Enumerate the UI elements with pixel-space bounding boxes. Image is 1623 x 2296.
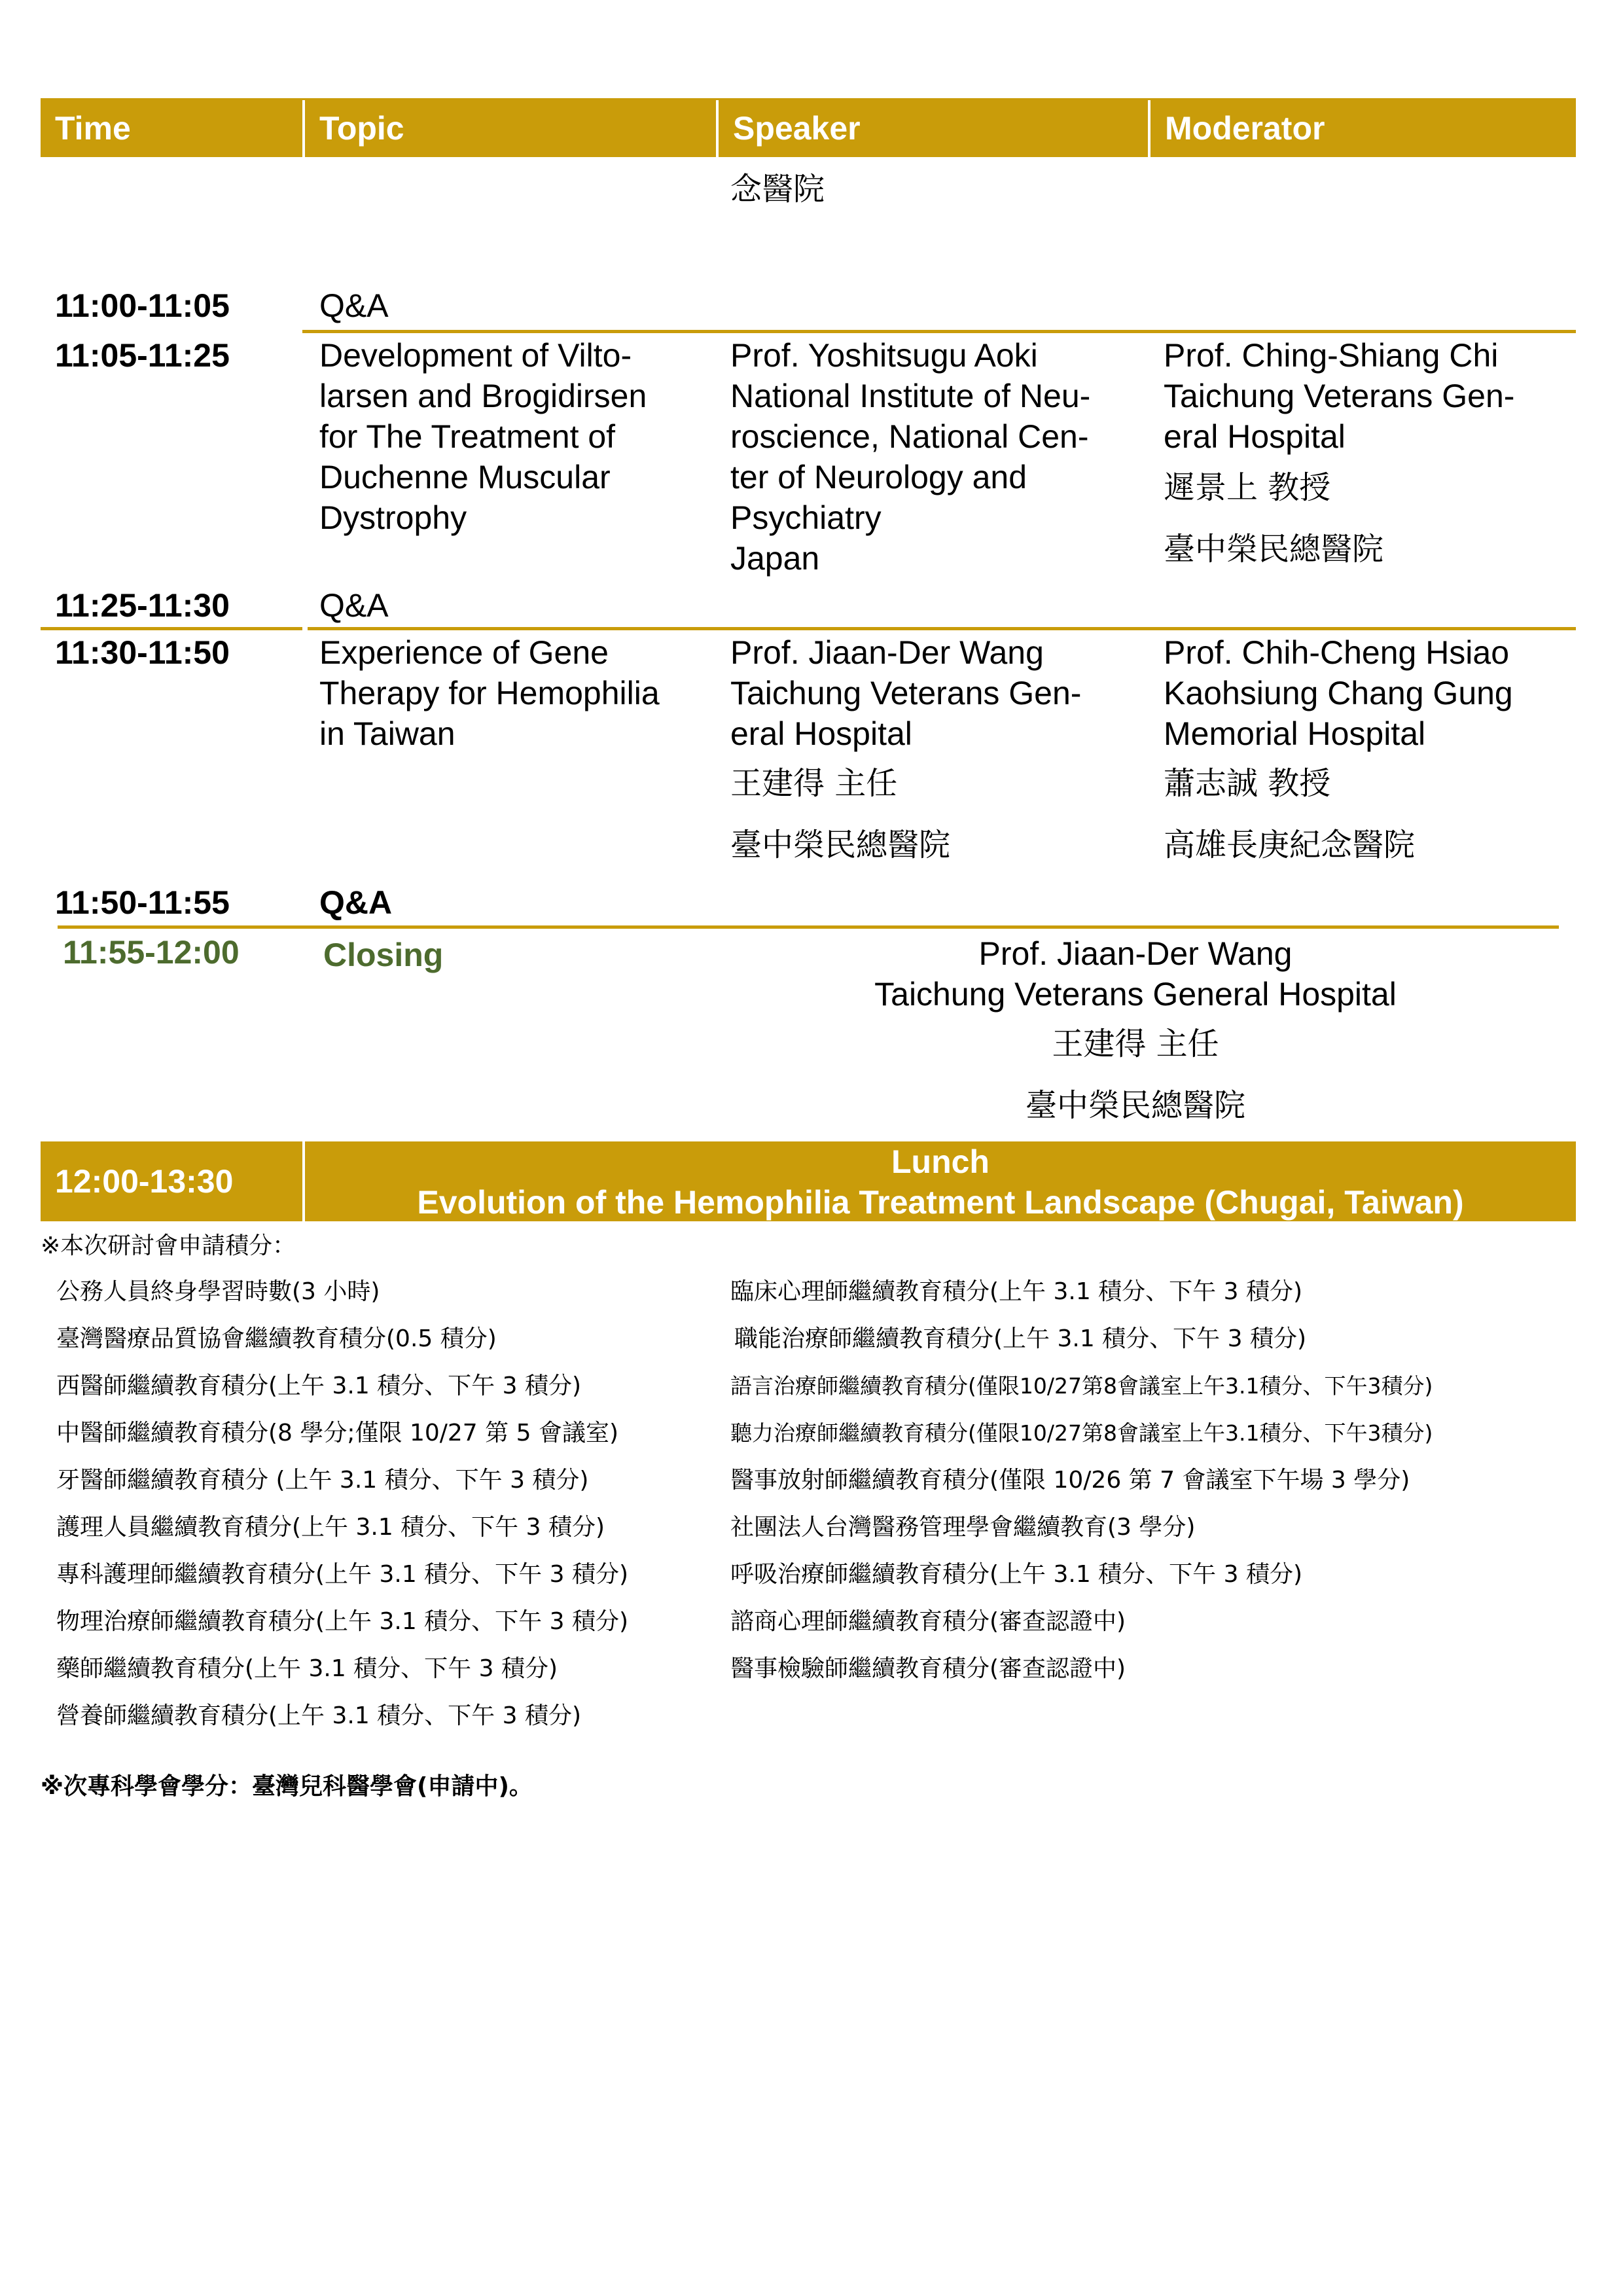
row-speaker: Prof. Jiaan-Der Wang Taichung Veterans Gen- eral Hospital (730, 634, 1082, 752)
closing-speaker: Prof. Jiaan-Der Wang Taichung Veterans General Hospital (874, 935, 1397, 1013)
credit-item: 西醫師繼續教育積分(上午 3.1 積分、下午 3 積分) (56, 1372, 582, 1399)
row-moderator-cjk-name: 遲景上 教授 (1164, 469, 1331, 506)
row-speaker: Prof. Yoshitsugu Aoki National Institute of Neu- roscience, National Cen- ter of Neurology and Psychiatry Japan (730, 337, 1091, 577)
credit-item: 社團法人台灣醫務管理學會繼續教育(3 學分) (730, 1514, 1196, 1541)
row-topic-closing: Closing (323, 937, 444, 973)
row-topic: Development of Vilto- larsen and Brogidirsen for The Treatment of Duchenne Muscular Dystrophy (319, 337, 647, 536)
credit-item: 醫事放射師繼續教育積分(僅限 10/26 第 7 會議室下午場 3 學分) (730, 1467, 1410, 1494)
header-speaker: Speaker (719, 99, 1148, 157)
lunch-topic-cell (305, 1141, 1576, 1221)
row-moderator: Prof. Ching-Shiang Chi Taichung Veterans Gen- eral Hospital (1164, 337, 1515, 455)
row-time: 11:25-11:30 (55, 587, 230, 624)
row-topic: Experience of Gene Therapy for Hemophilia in Taiwan (319, 634, 660, 752)
row-time-closing: 11:55-12:00 (63, 934, 240, 971)
credit-item: 臨床心理師繼續教育積分(上午 3.1 積分、下午 3 積分) (730, 1278, 1303, 1305)
credit-item: 職能治療師繼續教育積分(上午 3.1 積分、下午 3 積分) (734, 1325, 1307, 1352)
row-moderator-cjk-org: 高雄長庚紀念醫院 (1164, 827, 1416, 863)
credit-item: 物理治療師繼續教育積分(上午 3.1 積分、下午 3 積分) (56, 1608, 629, 1635)
closing-speaker-cjk-name: 王建得 主任 (1052, 1026, 1219, 1062)
credit-item: 語言治療師繼續教育積分(僅限10/27第8會議室上午3.1積分、下午3積分) (730, 1373, 1433, 1399)
row-moderator-cjk-org: 臺中榮民總醫院 (1164, 531, 1384, 567)
row-divider (302, 330, 1576, 333)
credit-item: 護理人員繼續教育積分(上午 3.1 積分、下午 3 積分) (56, 1514, 605, 1541)
lunch-title: Lunch (891, 1143, 990, 1180)
credit-item: 聽力治療師繼續教育積分(僅限10/27第8會議室上午3.1積分、下午3積分) (730, 1420, 1433, 1446)
credit-item: 專科護理師繼續教育積分(上午 3.1 積分、下午 3 積分) (56, 1561, 629, 1588)
row-topic: Q&A (319, 884, 393, 921)
credits-footer: ※次專科學會學分：臺灣兒科醫學會(申請中)。 (41, 1773, 533, 1800)
lunch-subtitle: Evolution of the Hemophilia Treatment Landscape (Chugai, Taiwan) (417, 1184, 1464, 1221)
closing-speaker-cjk-org: 臺中榮民總醫院 (1025, 1087, 1245, 1124)
row-time: 11:50-11:55 (55, 884, 230, 921)
row-speaker-cjk-org: 臺中榮民總醫院 (730, 827, 951, 863)
row-topic: Q&A (319, 587, 389, 624)
credit-item: 諮商心理師繼續教育積分(審查認證中) (730, 1608, 1126, 1635)
row-divider (41, 627, 302, 630)
header-topic: Topic (305, 99, 716, 157)
credit-item: 公務人員終身學習時數(3 小時) (56, 1278, 380, 1305)
credit-item: 中醫師繼續教育積分(8 學分;僅限 10/27 第 5 會議室) (56, 1420, 618, 1446)
row-moderator-cjk-name: 蕭志誠 教授 (1164, 765, 1331, 802)
row-time: 11:05-11:25 (55, 337, 230, 374)
credit-item: 醫事檢驗師繼續教育積分(審查認證中) (730, 1655, 1126, 1682)
lunch-time: 12:00-13:30 (55, 1163, 234, 1200)
row-topic: Q&A (319, 287, 389, 324)
header-time: Time (41, 99, 302, 157)
credit-item: 營養師繼續教育積分(上午 3.1 積分、下午 3 積分) (56, 1702, 582, 1729)
credit-item: 呼吸治療師繼續教育積分(上午 3.1 積分、下午 3 積分) (730, 1561, 1303, 1588)
row-divider (308, 627, 1576, 630)
row-divider (58, 925, 1559, 929)
lunch-time-cell (41, 1141, 302, 1221)
credit-item: 牙醫師繼續教育積分 (上午 3.1 積分、下午 3 積分) (56, 1467, 589, 1494)
credit-item: 藥師繼續教育積分(上午 3.1 積分、下午 3 積分) (56, 1655, 558, 1682)
credits-heading: ※本次研討會申請積分： (41, 1232, 296, 1259)
row-speaker-cjk-name: 王建得 主任 (730, 765, 898, 802)
row-time: 11:00-11:05 (55, 287, 230, 324)
row-time: 11:30-11:50 (55, 634, 230, 671)
continued-speaker: 念醫院 (730, 171, 825, 207)
row-moderator: Prof. Chih-Cheng Hsiao Kaohsiung Chang Gung Memorial Hospital (1164, 634, 1513, 752)
header-moderator: Moderator (1150, 99, 1576, 157)
credit-item: 臺灣醫療品質協會繼續教育積分(0.5 積分) (56, 1325, 497, 1352)
